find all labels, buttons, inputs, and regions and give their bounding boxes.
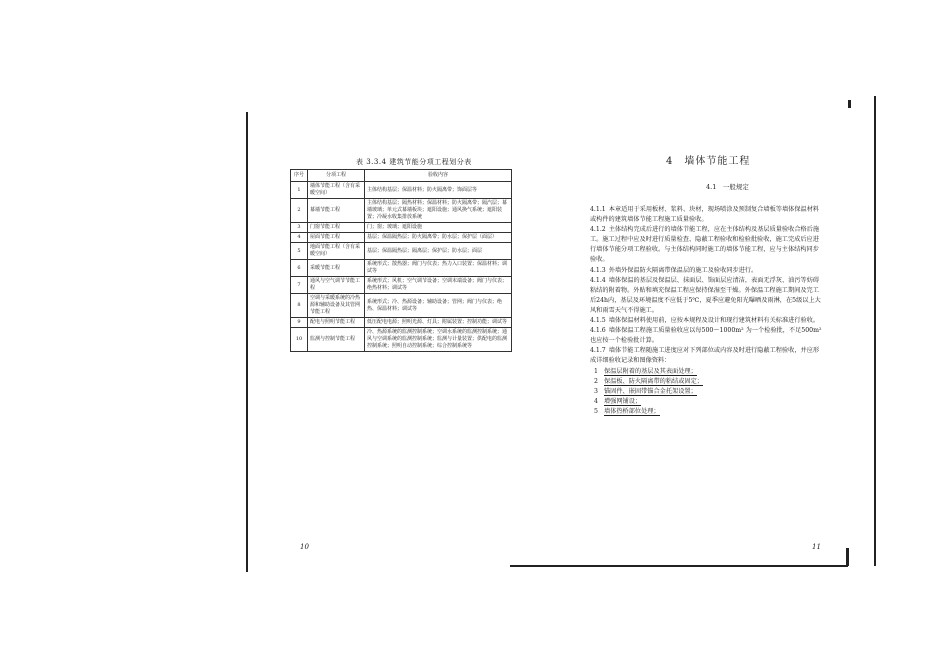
item-text: 锚固件、嵌固带锚合金托架设置；: [604, 387, 697, 395]
row-name: 通风与空气调节节能工程: [308, 277, 365, 294]
item-text: 保温板、防火隔离带的粘结或固定；: [604, 377, 703, 385]
inspection-item: [590, 407, 822, 417]
row-number: 2: [291, 199, 308, 223]
item-number: 4: [594, 397, 598, 405]
clause-text: 本章适用于采用板材、浆料、块材，现场喷涂及预制复合墙板等墙体保温材料或构件的建筑墙体节能工程施工质量验收。: [590, 206, 820, 224]
clause-number: 4.1.4: [590, 276, 606, 284]
clause-text: 主体结构完成后进行的墙体节能工程，应在主体结构及基层质量验收合格后施工。施工过程中应及时进行质量检查、隐蔽工程验收和检验批验收，施工完成后应进行墙体节能分项工程验收。与主体结构同时施工的墙体节能工程，应与主体结构同步验收。: [590, 226, 820, 264]
clause: [590, 346, 822, 366]
inspection-item-list: [590, 367, 822, 417]
clause-text: 墙体节能工程随施工进度应对下列部位或内容及时进行隐蔽工程验收，并应形成详细验收记录和图像资料：: [590, 347, 820, 365]
inspection-item: [590, 387, 822, 397]
row-number: 8: [291, 294, 308, 318]
header-content: 验收内容: [365, 170, 512, 182]
row-number: 10: [291, 328, 308, 352]
division-table: [290, 169, 512, 352]
row-content: 低压配电电源；照明光源、灯具；附属装置；控制功能；调试等: [365, 318, 512, 328]
clause-text: 墙体保温的基层及保温层、抹面层、饰面层应清洁，表面无浮灰、油污等妨碍粘结的附着物。外贴和填充保温工程应保持保湿至干燥。外保温工程施工期间及完工后24h内，基层及环境温度不应低于5℃，夏季应避免阳光曝晒及雨淋，在5级以上大风和雨雪天气不得施工。: [590, 276, 821, 314]
row-name: 空调与采暖系统的冷热源和辅助设备及其管网节能工程: [308, 294, 365, 318]
inspection-item: [590, 397, 822, 407]
table-row: [291, 318, 512, 328]
row-number: 1: [291, 182, 308, 199]
row-content: 系统形式；风机；空气调节设备；空调末端设备；阀门与仪表；绝热材料；调试等: [365, 277, 512, 294]
row-name: 墙体节能工程（含有采暖空间）: [308, 182, 365, 199]
item-number: 5: [594, 407, 598, 415]
row-content: 基层；保温隔热层；防火隔离带；防水层；保护层（面层）: [365, 233, 512, 243]
clause-number: 4.1.7: [590, 347, 606, 355]
item-number: 1: [594, 367, 598, 375]
section-title: 4.1 一般规定: [706, 183, 749, 191]
table-row: [291, 294, 512, 318]
page-number-left: 10: [300, 543, 309, 551]
clause: [590, 316, 822, 326]
row-name: 采暖节能工程: [308, 260, 365, 277]
table-row: [291, 277, 512, 294]
scan-mark-bottom: [846, 548, 849, 566]
row-name: 配电与照明节能工程: [308, 318, 365, 328]
table-row: [291, 233, 512, 243]
item-number: 2: [594, 377, 598, 385]
inspection-item: [590, 367, 822, 377]
table-header-row: [291, 170, 512, 182]
header-no: 序号: [291, 170, 308, 182]
scan-mark-top: [848, 100, 851, 108]
row-number: 6: [291, 260, 308, 277]
clause: [590, 326, 822, 346]
clause-number: 4.1.1: [590, 206, 606, 213]
item-text: 保温层附着的基层及其表面处理；: [604, 367, 697, 375]
table-row: [291, 199, 512, 223]
table-row: [291, 328, 512, 352]
table-title: 表 3.3.4 建筑节能分项工程划分表: [356, 158, 472, 166]
row-name: 幕墙节能工程: [308, 199, 365, 223]
clause: [590, 276, 822, 316]
clause-text: 墙体保温工程施工质量验收应以每500～1000m² 为一个检验批，不足500m² 也应按一个检验批计算。: [590, 327, 822, 345]
row-number: 3: [291, 223, 308, 233]
clause-text: 墙体保温材料使用前，应按本规程及设计和现行建筑材料有关标准进行验收。: [608, 317, 820, 325]
chapter-title: 4 墙体节能工程: [666, 156, 751, 167]
row-number: 7: [291, 277, 308, 294]
clause-number: 4.1.5: [590, 317, 606, 325]
item-text: 增强网铺设；: [604, 397, 642, 405]
page-bottom-edge-line: [510, 565, 848, 567]
clause: [590, 225, 822, 265]
table-body: [291, 182, 512, 352]
row-content: 系统形式；散热器；阀门与仪表；热力入口装置；保温材料；调试等: [365, 260, 512, 277]
row-number: 5: [291, 243, 308, 260]
row-number: 9: [291, 318, 308, 328]
row-name: 门窗节能工程: [308, 223, 365, 233]
row-name: 地面节能工程（含有采暖空间）: [308, 243, 365, 260]
left-page-edge-line: [246, 112, 248, 572]
row-name: 屋面节能工程: [308, 233, 365, 243]
item-number: 3: [594, 387, 598, 395]
row-content: 基层；保温隔热层；隔离层；保护层；防水层；面层: [365, 243, 512, 260]
page-number-right: 11: [812, 543, 821, 551]
row-content: 门；窗；玻璃；遮阳设施: [365, 223, 512, 233]
row-content: 主体结构基层；隔热材料；保温材料；防火隔离带；隔汽层；幕墙玻璃；单元式幕墙板块；遮阳设施；通风换气系统；遮阳装置；冷凝水收集排放系统: [365, 199, 512, 223]
clauses: [590, 205, 822, 367]
row-content: 系统形式；冷、热源设备；辅助设备；管网；阀门与仪表；绝热、保温材料；调试等: [365, 294, 512, 318]
clause-number: 4.1.2: [590, 226, 606, 234]
clause-number: 4.1.6: [590, 327, 606, 335]
item-text: 墙体热桥部位处理；: [604, 407, 660, 415]
table-row: [291, 223, 512, 233]
right-page-edge-line: [874, 96, 876, 566]
row-number: 4: [291, 233, 308, 243]
header-name: 分项工程: [308, 170, 365, 182]
clause: [590, 205, 822, 225]
clause: [590, 266, 822, 276]
row-name: 监测与控制节能工程: [308, 328, 365, 352]
row-content: 冷、热源系统的监测控制系统；空调水系统的监测控制系统；通风与空调系统的监测控制系统；监测与计量装置；供配电的监测控制系统；照明自动控制系统；综合控制系统等: [365, 328, 512, 352]
inspection-item: [590, 377, 822, 387]
table-row: [291, 260, 512, 277]
row-content: 主体结构基层；保温材料；防火隔离带；饰面层等: [365, 182, 512, 199]
table-row: [291, 243, 512, 260]
table-row: [291, 182, 512, 199]
clause-text: 外墙外保温防火隔离带保温层的施工及验收同步进行。: [608, 266, 758, 274]
clause-number: 4.1.3: [590, 266, 606, 274]
clause-list: [590, 205, 822, 417]
